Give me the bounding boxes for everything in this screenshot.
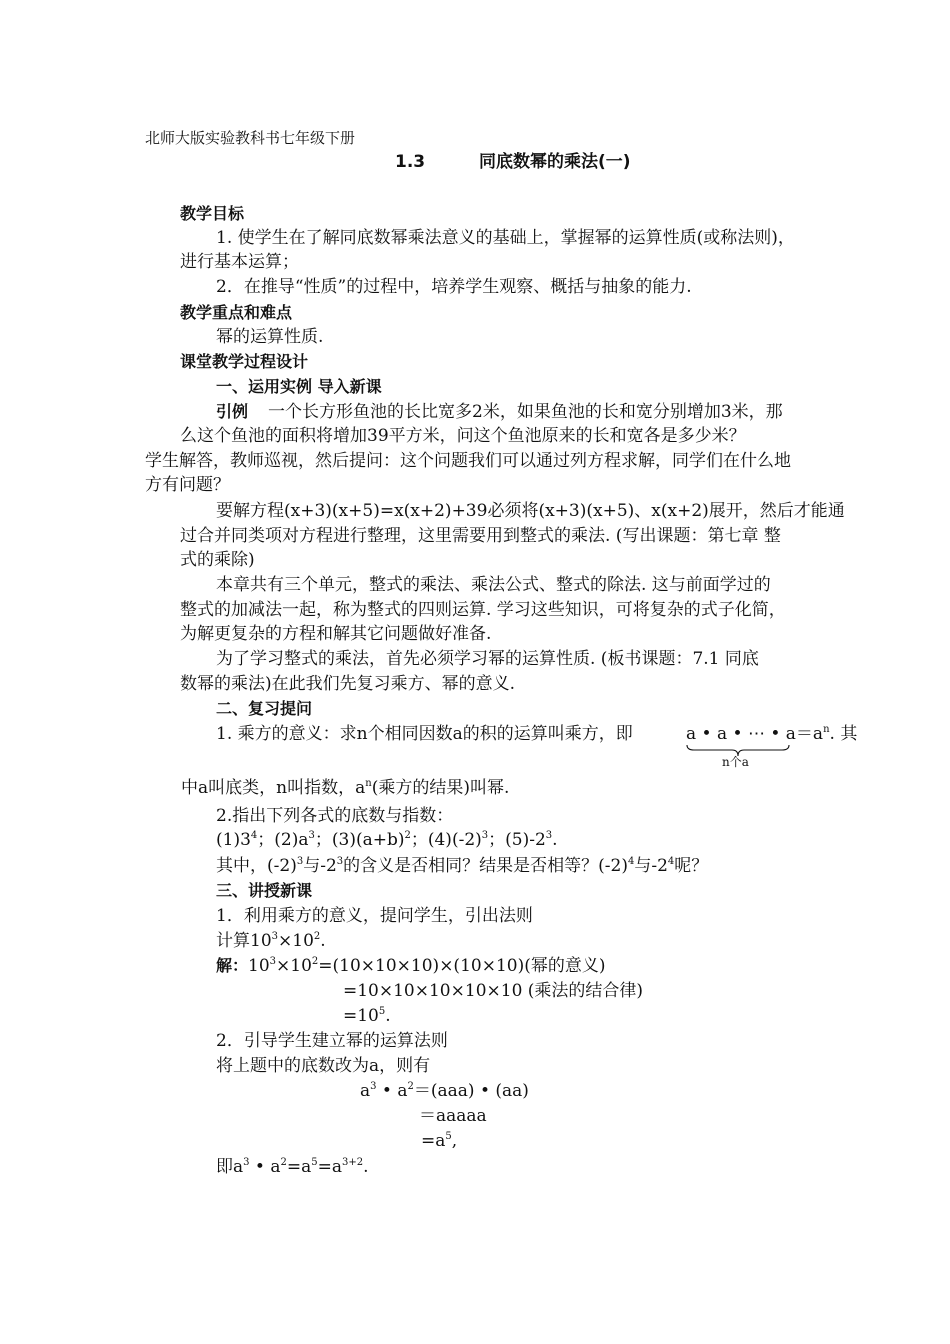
calc-prompt — [216, 930, 326, 952]
d1-b: • a — [376, 1081, 408, 1101]
diff-a-exp: 3 — [296, 856, 304, 867]
d3-exp: 5 — [445, 1131, 452, 1142]
example-line-1 — [216, 401, 783, 423]
ex-2-exp: 3 — [308, 830, 315, 841]
learn-line-1: 为了学习整式的乘法，首先必须学习幂的运算性质. (板书课题：7.1 同底 — [216, 649, 759, 669]
d1-a-exp: 3 — [370, 1081, 377, 1092]
q1-exponent: n — [823, 724, 830, 735]
solution-line-3 — [343, 1005, 391, 1027]
ex-end: . — [552, 830, 558, 850]
diff-c: 的含义是否相同？结果是否相等？(-2) — [343, 856, 628, 876]
fin-d-exp: 3+2 — [342, 1157, 364, 1168]
ex-2: ；(2)a — [257, 830, 309, 850]
calc-a-exp: 3 — [271, 931, 279, 942]
fin-a-exp: 3 — [243, 1157, 250, 1168]
solution-line-1 — [216, 955, 605, 977]
step1-text: 1．利用乘方的意义，提问学生，引出法则 — [216, 906, 533, 926]
ex-4-exp: 3 — [481, 830, 489, 841]
q1-formula — [686, 723, 857, 745]
learn-line-2: 数幂的乘法)在此我们先复习乘方、幂的意义. — [180, 674, 516, 694]
sol3-a: =10 — [343, 1006, 379, 1026]
sol1-a-exp: 3 — [269, 956, 277, 967]
equation-line-1: 要解方程(x+3)(x+5)=x(x+2)+39必须将(x+3)(x+5)、x(x+2)展开，然后才能通 — [216, 501, 845, 521]
sol1-c: =(10×10×10)×(10×10)(幂的意义) — [318, 956, 606, 976]
header-text: 北师大版实验教科书七年级下册 — [145, 129, 356, 147]
ex-3: ；(3)(a+b) — [314, 830, 405, 850]
ex-3-exp: 2 — [404, 830, 411, 841]
d3-b: , — [451, 1131, 458, 1151]
sol3-exp: 5 — [378, 1006, 386, 1017]
final-result — [216, 1156, 369, 1178]
fin-c-exp: 5 — [311, 1157, 318, 1168]
key-heading: 教学重点和难点 — [180, 303, 293, 322]
key-text: 幂的运算性质. — [216, 327, 324, 347]
goal-item-1a: 1. 使学生在了解同底数幂乘法意义的基础上，掌握幂的运算性质(或称法则)， — [216, 228, 795, 248]
diff-b-exp: 3 — [336, 856, 344, 867]
ex-1-exp: 4 — [250, 830, 258, 841]
sol1-a: 10 — [248, 956, 270, 976]
underbrace-label: n个a — [722, 755, 749, 769]
goal-item-2: 2．在推导“性质”的过程中，培养学生观察、概括与抽象的能力. — [216, 277, 692, 297]
diff-a: 其中，(-2) — [216, 856, 297, 876]
chapter-line-1: 本章共有三个单元，整式的乘法、乘法公式、整式的除法. 这与前面学过的 — [216, 575, 771, 595]
page-title — [395, 151, 631, 173]
diff-c-exp: 4 — [627, 856, 635, 867]
d1-a: a — [360, 1081, 371, 1101]
q1-cont-a: 中a叫底类，n叫指数，a — [181, 778, 366, 798]
fin-d: =a — [317, 1157, 343, 1177]
ex-5-exp: 3 — [545, 830, 553, 841]
sol3-b: . — [385, 1006, 391, 1026]
goals-heading: 教学目标 — [180, 204, 245, 223]
goal-item-1b: 进行基本运算； — [180, 252, 299, 272]
q1-cont-sup: n — [365, 778, 372, 789]
calc-c: . — [320, 931, 326, 951]
step2-text: 2．引导学生建立幂的运算法则 — [216, 1031, 448, 1051]
equation-line-2: 过合并同类项对方程进行整理，这里需要用到整式的乘法. (写出课题：第七章 整 — [180, 526, 781, 546]
diff-d: 与-2 — [634, 856, 668, 876]
sol1-b: ×10 — [276, 956, 312, 976]
solution-label: 解： — [216, 956, 249, 975]
chapter-line-3: 为解更复杂的方程和解其它问题做好准备. — [180, 624, 492, 644]
diff-b: 与-2 — [303, 856, 337, 876]
step2-desc: 将上题中的底数改为a，则有 — [216, 1056, 431, 1076]
fin-b-exp: 2 — [280, 1157, 287, 1168]
derivation-line-2: ＝aaaaa — [419, 1106, 487, 1126]
fin-a: 即a — [216, 1157, 244, 1177]
ex-1: (1)3 — [216, 830, 251, 850]
ex-4: ；(4)(-2) — [410, 830, 482, 850]
fin-b: • a — [249, 1157, 281, 1177]
chapter-line-2: 整式的加减法一起，称为整式的四则运算. 学习这些知识，可将复杂的式子化简， — [180, 600, 786, 620]
d1-c: ＝(aaa) • (aa) — [413, 1081, 529, 1101]
q2-text: 2.指出下列各式的底数与指数： — [216, 806, 454, 826]
diff-e: 呢？ — [674, 856, 709, 876]
fin-c: =a — [286, 1157, 312, 1177]
process-heading: 课堂教学过程设计 — [180, 352, 309, 371]
example-line-2: 么这个鱼池的面积将增加39平方米，问这个鱼池原来的长和宽各是多少米？ — [180, 426, 746, 446]
sol1-b-exp: 2 — [311, 956, 319, 967]
title-number: 1.3 — [395, 152, 426, 172]
exercise-list — [216, 829, 558, 851]
fin-e: . — [363, 1157, 369, 1177]
q1-continuation — [181, 777, 509, 799]
calc-a: 计算10 — [216, 931, 272, 951]
derivation-line-3 — [421, 1130, 457, 1152]
calc-b-exp: 2 — [313, 931, 321, 942]
answer-line-2: 方有问题？ — [145, 475, 230, 495]
part1-heading: 一、运用实例 导入新课 — [216, 377, 382, 396]
title-text: 同底数幂的乘法(一) — [478, 152, 631, 172]
q1-equals: ＝a — [795, 724, 824, 744]
answer-line-1: 学生解答，教师巡视，然后提问：这个问题我们可以通过列方程求解，同学们在什么地 — [145, 451, 791, 471]
q1-cont-b: (乘方的结果)叫幂. — [371, 778, 510, 798]
equation-line-3: 式的乘除) — [180, 550, 255, 570]
ex-5: ；(5)-2 — [488, 830, 546, 850]
d1-b-exp: 2 — [407, 1081, 414, 1092]
q1-text: 1. 乘方的意义：求n个相同因数a的积的运算叫乘方，即 — [216, 724, 633, 744]
example-text-a: 一个长方形鱼池的长比宽多2米，如果鱼池的长和宽分别增加3米，那 — [268, 402, 783, 422]
solution-line-2: =10×10×10×10×10 (乘法的结合律) — [343, 981, 644, 1001]
difference-question — [216, 855, 708, 877]
calc-b: ×10 — [278, 931, 314, 951]
derivation-line-1 — [360, 1080, 529, 1102]
diff-d-exp: 4 — [667, 856, 675, 867]
d3-a: =a — [421, 1131, 446, 1151]
q1-product: a • a • ⋯ • a — [686, 724, 796, 744]
part2-heading: 二、复习提问 — [216, 699, 313, 718]
q1-post: . 其 — [829, 724, 858, 744]
example-label: 引例 — [216, 402, 249, 421]
part3-heading: 三、讲授新课 — [216, 881, 313, 900]
